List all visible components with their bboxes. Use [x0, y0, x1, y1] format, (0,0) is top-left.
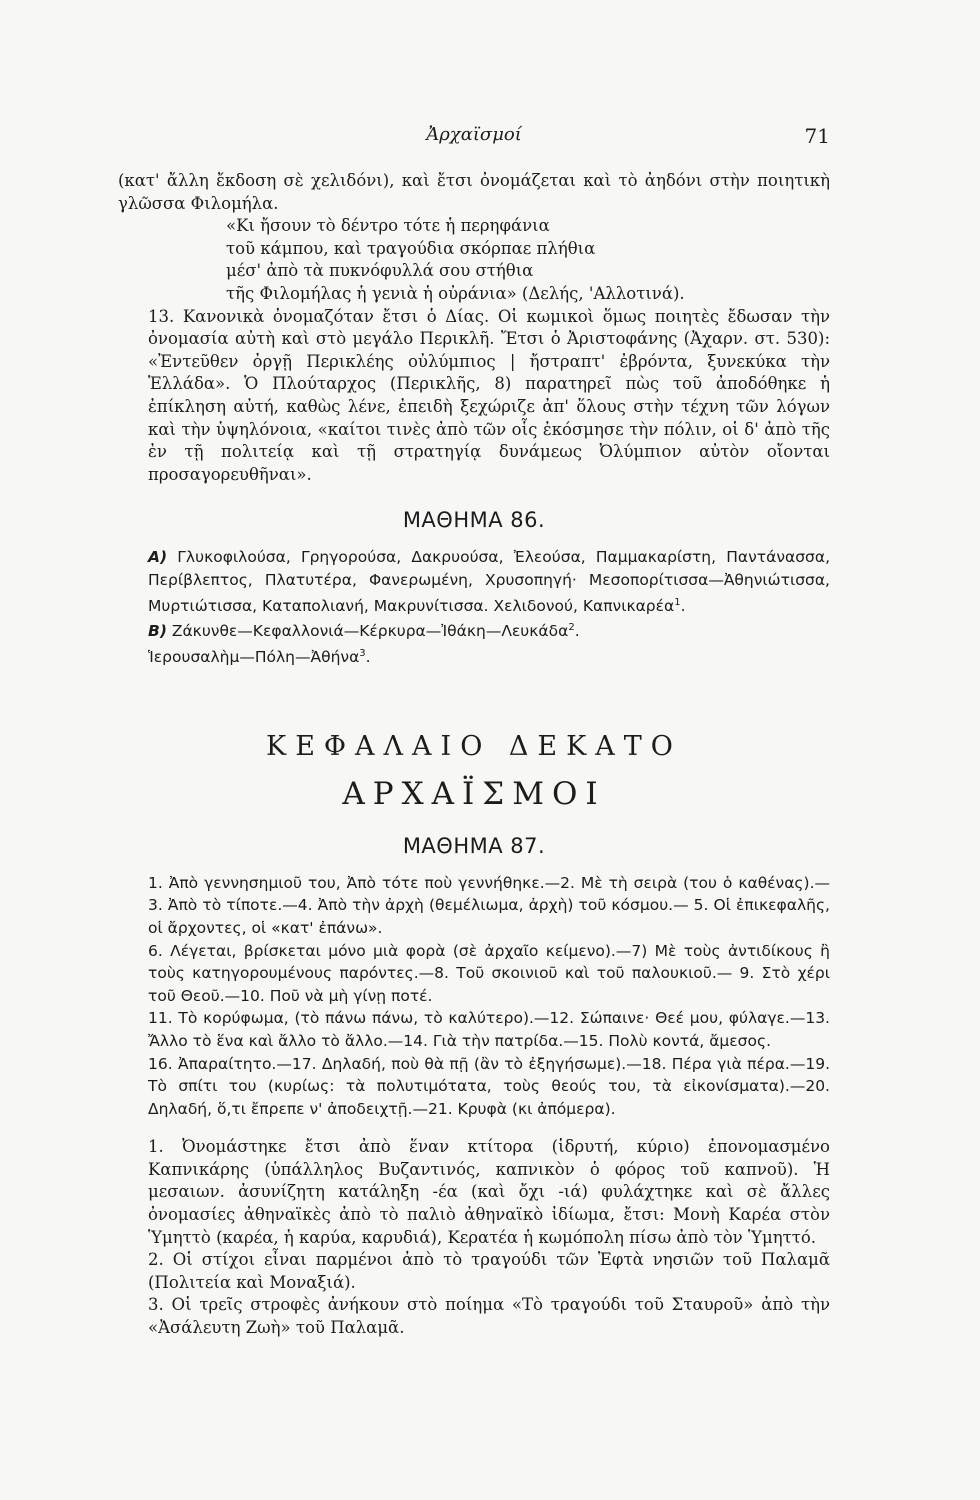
chapter-heading: ΚΕΦΑΛΑΙΟ ΔΕΚΑΤΟ	[266, 730, 682, 762]
section-a-label: Α)	[148, 548, 168, 567]
verse-quote	[226, 215, 830, 305]
page-header	[118, 118, 830, 152]
verse-line: «Κι ἤσουν τὸ δέντρο τότε ἡ περηφάνια	[226, 216, 550, 236]
lesson-86-section-a	[118, 546, 830, 617]
lesson-86-heading: ΜΑΘΗΜΑ 86.	[402, 508, 546, 533]
page-number: 71	[804, 124, 830, 148]
lesson-87-paragraph: 11. Τὸ κορύφωμα, (τὸ πάνω πάνω, τὸ καλύτερο).—12. Σώπαινε· Θεέ μου, φύλαγε.—13. Ἄλλο τὸ ἕνα καὶ ἄλλο τὸ ἄλλο.—14. Γιὰ τὴν πατρίδα.—15. Πολὺ κοντά, ἄμεσος.	[148, 1009, 830, 1050]
verse-line: μέσ' ἀπὸ τὰ πυκνόφυλλά σου στήθια	[226, 261, 534, 281]
verse-line: τῆς Φιλομήλας ἡ γενιὰ ἡ οὐράνια» (Δελής, 'Αλλοτινά).	[226, 283, 685, 303]
lesson-86-section-c	[118, 643, 830, 669]
footnote-3: 3. Οἱ τρεῖς στροφὲς ἀνήκουν στὸ ποίημα «Τὸ τραγούδι τοῦ Σταυροῦ» ἀπὸ τὴν «Ἀσάλευτη Ζωὴ» τοῦ Παλαμᾶ.	[148, 1295, 830, 1338]
section-b-end: .	[574, 622, 580, 641]
intro-paragraph: (κατ' ἄλλη ἔκδοση σὲ χελιδόνι), καὶ ἔτσι ὀνομάζεται καὶ τὸ ἀηδόνι στὴν ποιητικὴ γλῶσσα Φιλομήλα.	[118, 171, 830, 213]
footnote-ref-1: 1	[674, 596, 681, 608]
chapter-title: ΑΡΧΑΪΣΜΟΙ	[342, 775, 606, 812]
footnotes	[118, 1136, 830, 1339]
paragraph-13: 13. Κανονικὰ ὀνομαζόταν ἔτσι ὁ Δίας. Οἱ κωμικοὶ ὅμως ποιητὲς ἔδωσαν τὴν ὀνομασία αὐτὴ καὶ στὸ μεγάλο Περικλῆ. Ἔτσι ὁ Ἀριστοφάνης (Ἀχαρν. στ. 530): «Ἐντεῦθεν ὀργῇ Περικλέης οὐλύμπιος | ἤστραπτ' ἐβρόντα, ξυνεκύκα τὴν Ἑλλάδα». Ὁ Πλούταρχος (Περικλῆς, 8) παρατηρεῖ πὼς τοῦ ἀποδόθηκε ἡ ἐπίκληση αὐτή, καθὼς λένε, ἐπειδὴ ξεχώριζε ἀπ' ὅλους στὴν τέχνη τῶν λόγων καὶ τὴν ὑψηλόνοια, «καίτοι τινὲς ἀπὸ τῶν οἷς ἐκόσμησε τὴν πόλιν, οἱ δ' ἀπὸ τῆς ἐν τῇ πολιτείᾳ καὶ τῇ στρατηγίᾳ δυνάμεως Ὀλύμπιον αὐτὸν οἴονται προσαγορευθῆναι».	[148, 306, 830, 484]
lesson-87-paragraph: 1. Ἀπὸ γεννησημιοῦ του, Ἀπὸ τότε ποὺ γεννήθηκε.—2. Μὲ τὴ σειρὰ (του ὁ καθένας).—3. Ἀπὸ τὸ τίποτε.—4. Ἀπὸ τὴν ἀρχὴ (θεμέλιωμα, ἀρχὴ) τοῦ κόσμου.— 5. Οἱ ἐπικεφαλῆς, οἱ ἄρχοντες, οἱ «κατ' ἐπάνω».	[148, 873, 830, 937]
section-c-end: .	[365, 648, 371, 667]
section-a-text: Γλυκοφιλούσα, Γρηγορούσα, Δακρυούσα, Ἐλεούσα, Παμμακαρίστη, Παντάνασσα, Περίβλεπτος, Πλατυτέρα, Φανερωμένη, Χρυσοπηγή· Μεσοπορίτισσα—Ἀθηνιώτισσα, Μυρτιώτισσα, Καταπολιανή, Μακρυνίτισσα. Χελιδονού, Καπνικαρέα	[148, 548, 830, 615]
section-c-text: Ἱερουσαλὴμ—Πόλη—Ἀθήνα	[148, 648, 360, 667]
footnote-2: 2. Οἱ στίχοι εἶναι παρμένοι ἀπὸ τὸ τραγούδι τῶν Ἑφτὰ νησιῶν τοῦ Παλαμᾶ (Πολιτεία καὶ Μοναξιά).	[148, 1250, 830, 1292]
footnote-1: 1. Ὀνομάστηκε ἔτσι ἀπὸ ἕναν κτίτορα (ἱδρυτή, κύριο) ἐπονομασμένο Καπνικάρης (ὑπάλληλος Βυζαντινός, καπνικὸν ὁ φόρος τοῦ καπνοῦ). Ἡ μεσαιων. ἀσυνίζητη κατάληξη -έα (καὶ ὄχι -ιά) φυλάχτηκε καὶ σὲ ἄλλες ὀνομασίες ἀθηναϊκὲς ἀπὸ τὸ παλιὸ ἀθηναϊκὸ ἰδίωμα, ἔτσι: Μονὴ Καρέα στὸν Ὑμηττὸ (καρέα, ἡ καρύα, καρυδιά), Κερατέα ἡ κωμόπολη πίσω ἀπὸ τὸν Ὑμηττό.	[148, 1137, 830, 1247]
footnote-ref-3: 3	[359, 648, 366, 659]
section-b-text: Ζάκυνθε—Κεφαλλονιά—Κέρκυρα—Ἰθάκη—Λευκάδα	[171, 622, 569, 641]
section-a-end: .	[680, 596, 686, 615]
lesson-86-section-b	[118, 617, 830, 643]
lesson-87-heading: ΜΑΘΗΜΑ 87.	[402, 833, 546, 858]
section-b-label: Β)	[148, 622, 167, 641]
running-title: Ἀρχαϊσμοί	[426, 124, 522, 145]
lesson-87-paragraph: 16. Ἀπαραίτητο.—17. Δηλαδή, ποὺ θὰ πῇ (ἂν τὸ ἐξηγήσωμε).—18. Πέρα γιὰ πέρα.—19. Τὸ σπίτι του (κυρίως: τὰ πολυτιμότατα, τοὺς θεούς του, τὰ εἰκονίσματα).—20. Δηλαδή, ὅ,τι ἔπρεπε ν' ἀποδειχτῇ.—21. Κρυφὰ (κι ἀπόμερα).	[148, 1054, 830, 1118]
footnote-ref-2: 2	[568, 622, 575, 634]
verse-line: τοῦ κάμπου, καὶ τραγούδια σκόρπαε πλήθια	[226, 238, 596, 258]
lesson-87-paragraph: 6. Λέγεται, βρίσκεται μόνο μιὰ φορὰ (σὲ ἀρχαῖο κείμενο).—7) Μὲ τοὺς ἀντιδίκους ἢ τοὺς κατηγορουμένους παρόντες.—8. Τοῦ σκοινιοῦ καὶ τοῦ παλουκιοῦ.— 9. Στὸ χέρι τοῦ Θεοῦ.—10. Ποῦ νὰ μὴ γίνῃ ποτέ.	[148, 941, 830, 1005]
page	[118, 118, 830, 1340]
